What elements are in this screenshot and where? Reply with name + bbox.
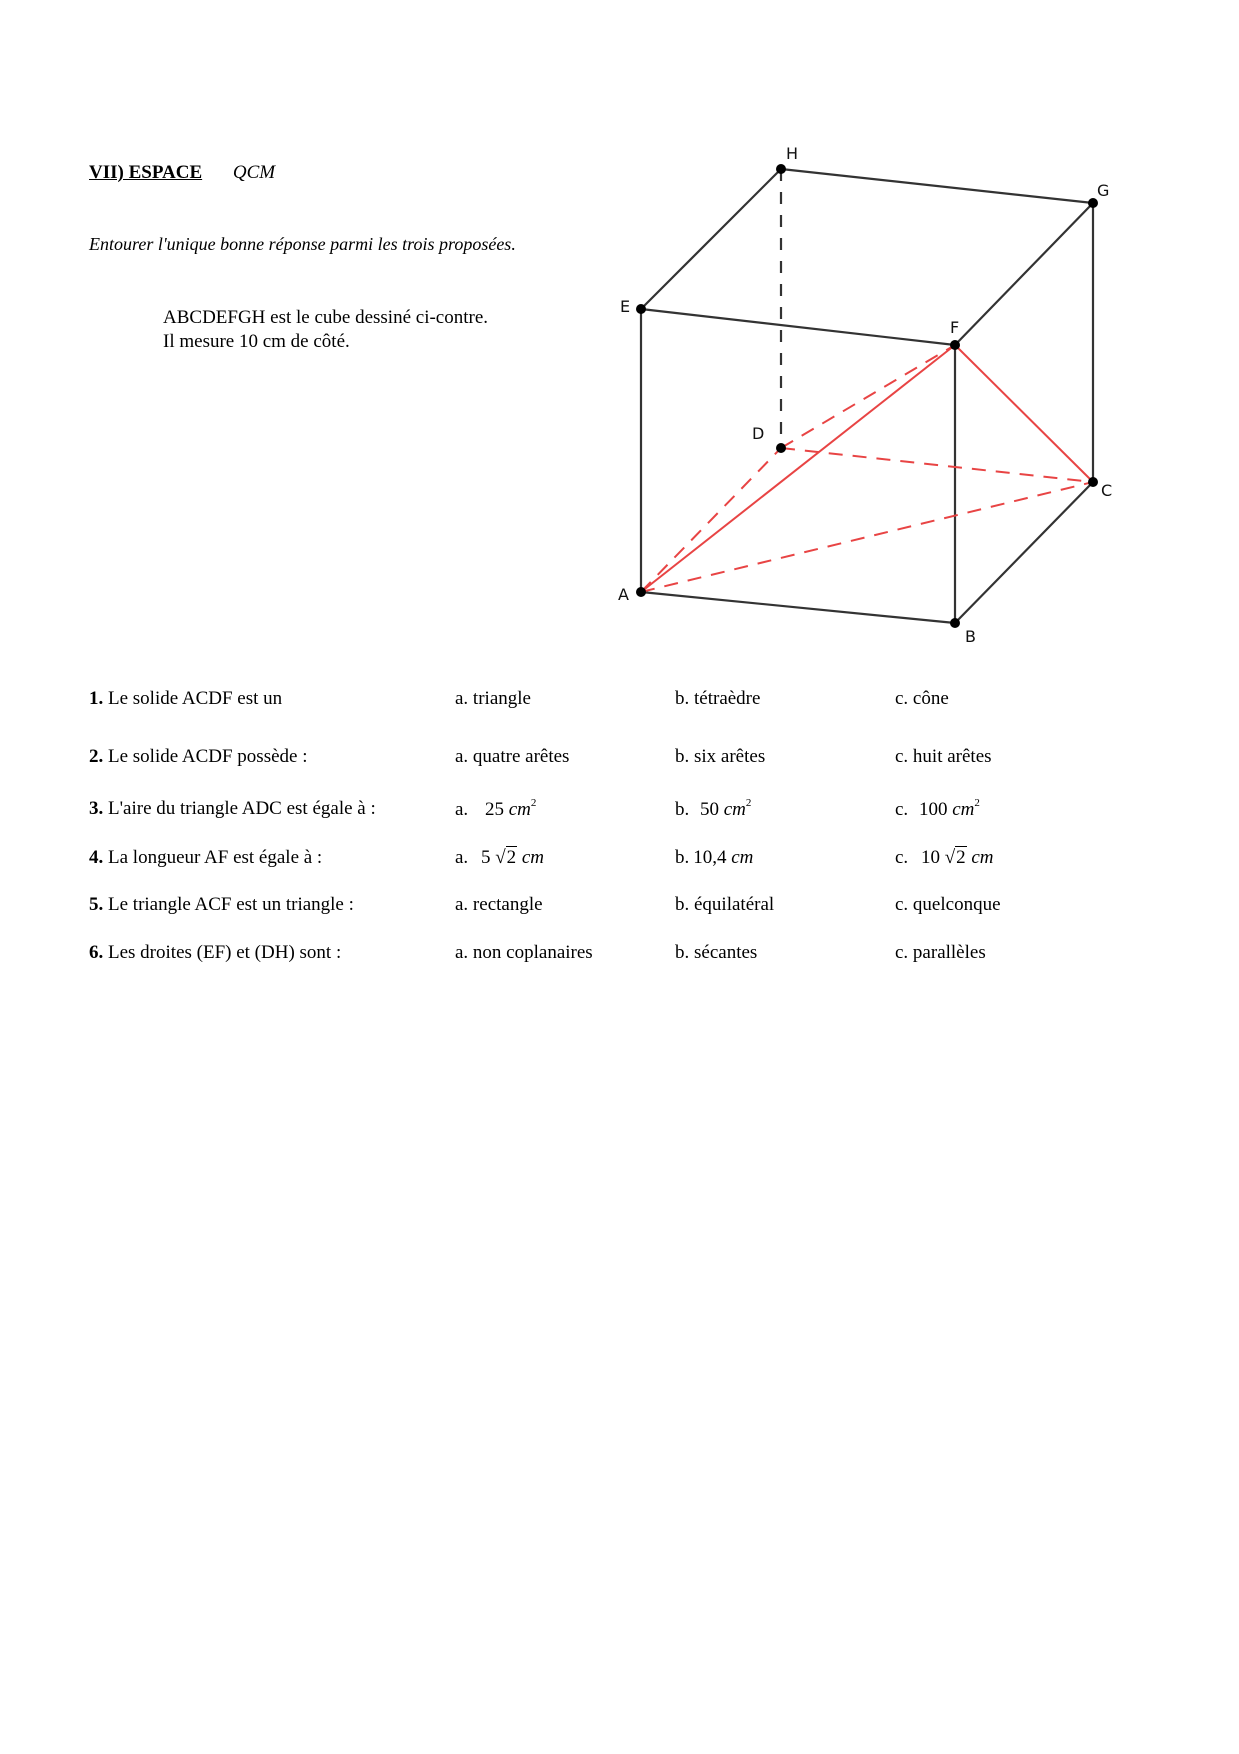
q2-option-a[interactable]: a. quatre arêtes [455,746,570,767]
vertex-f [950,340,960,350]
q6-option-a[interactable]: a. non coplanaires [455,942,593,963]
sqrt-symbol: √ [944,847,956,868]
section-title [89,162,275,184]
q3-option-c[interactable] [895,797,980,821]
edge-bc [955,482,1093,623]
edge-ef [641,309,955,345]
vertex-e [636,304,646,314]
question-5 [89,894,354,916]
option-prefix: b. [675,847,690,868]
q4-option-a[interactable] [455,847,544,869]
edge-fg [955,203,1093,345]
option-coef: 5 [480,847,491,868]
option-value: 10,4 [693,847,727,868]
q1-option-b[interactable]: b. tétraèdre [675,688,761,709]
radicand: 2 [506,847,517,868]
unit: cm [971,847,994,868]
question-4 [89,847,322,869]
vertex-a [636,587,646,597]
question-2 [89,746,308,768]
question-1 [89,688,282,710]
label-c: C [1101,481,1113,500]
option-value: 100 [918,799,948,820]
label-h: H [786,144,799,163]
q4-option-c[interactable] [895,847,994,869]
q4-option-b[interactable] [675,847,753,869]
unit: cm [508,799,531,820]
vertex-labels [618,144,1112,646]
unit: cm [952,799,975,820]
exponent: 2 [745,797,752,809]
edge-ad [641,448,781,592]
exponent: 2 [974,797,980,809]
sqrt-expression [495,846,517,868]
q3-option-b[interactable] [675,797,751,821]
option-prefix: b. [675,799,690,820]
label-e: E [620,297,631,316]
option-coef: 10 [920,847,940,868]
instruction-text: Entourer l'unique bonne réponse parmi les trois proposées. [89,234,516,254]
section-title-text: VII) ESPACE [89,162,203,183]
question-3 [89,798,376,820]
question-text: La longueur AF est égale à : [108,847,323,868]
radicand: 2 [956,847,966,868]
question-text: Les droites (EF) et (DH) sont : [108,942,342,963]
label-a: A [618,585,629,604]
edge-df [781,345,955,448]
cube-figure [600,135,1140,655]
q1-option-c[interactable]: c. cône [895,688,949,709]
vertex-d [776,443,786,453]
q3-option-a[interactable] [455,797,536,821]
option-prefix: a. [455,847,469,868]
question-text: L'aire du triangle ADC est égale à : [108,798,376,819]
edge-dc [781,448,1093,482]
q5-option-c[interactable]: c. quelconque [895,894,1001,915]
edge-ac [641,482,1093,592]
edge-ab [641,592,955,623]
question-number: 5. [89,894,104,915]
q6-option-b[interactable]: b. sécantes [675,942,758,963]
intro-line-2: Il mesure 10 cm de côté. [163,331,350,352]
question-number: 4. [89,847,104,868]
vertex-h [776,164,786,174]
q2-option-c[interactable]: c. huit arêtes [895,746,992,767]
intro-line-1: ABCDEFGH est le cube dessiné ci-contre. [163,307,489,328]
question-number: 6. [89,942,104,963]
sqrt-expression [945,846,967,868]
q6-option-c[interactable]: c. parallèles [895,942,986,963]
option-value: 50 [700,799,719,820]
edge-fc [955,345,1093,482]
option-value: 25 [484,799,504,820]
label-d: D [752,424,765,443]
unit: cm [723,799,746,820]
vertex-b [950,618,960,628]
option-prefix: a. [455,799,469,820]
edge-af [641,345,955,592]
edge-hg [781,169,1093,203]
option-prefix: c. [895,847,909,868]
section-subtitle: QCM [232,162,276,183]
intro-block [163,306,488,354]
option-prefix: c. [895,799,909,820]
label-g: G [1097,181,1110,200]
question-text: Le solide ACDF possède : [108,746,308,767]
question-number: 3. [89,798,104,819]
sqrt-symbol: √ [495,847,506,868]
q5-option-a[interactable]: a. rectangle [455,894,543,915]
question-6 [89,942,341,964]
edge-eh [641,169,781,309]
label-f: F [950,318,960,337]
tetrahedron-edges [641,345,1093,592]
question-text: Le solide ACDF est un [108,688,283,709]
unit: cm [521,847,545,868]
question-number: 2. [89,746,104,767]
q2-option-b[interactable]: b. six arêtes [675,746,766,767]
vertex-c [1088,477,1098,487]
unit: cm [731,847,754,868]
q5-option-b[interactable]: b. équilatéral [675,894,775,915]
label-b: B [965,627,976,646]
exponent: 2 [530,797,537,809]
question-text: Le triangle ACF est un triangle : [108,894,354,915]
q1-option-a[interactable]: a. triangle [455,688,531,709]
question-number: 1. [89,688,104,709]
